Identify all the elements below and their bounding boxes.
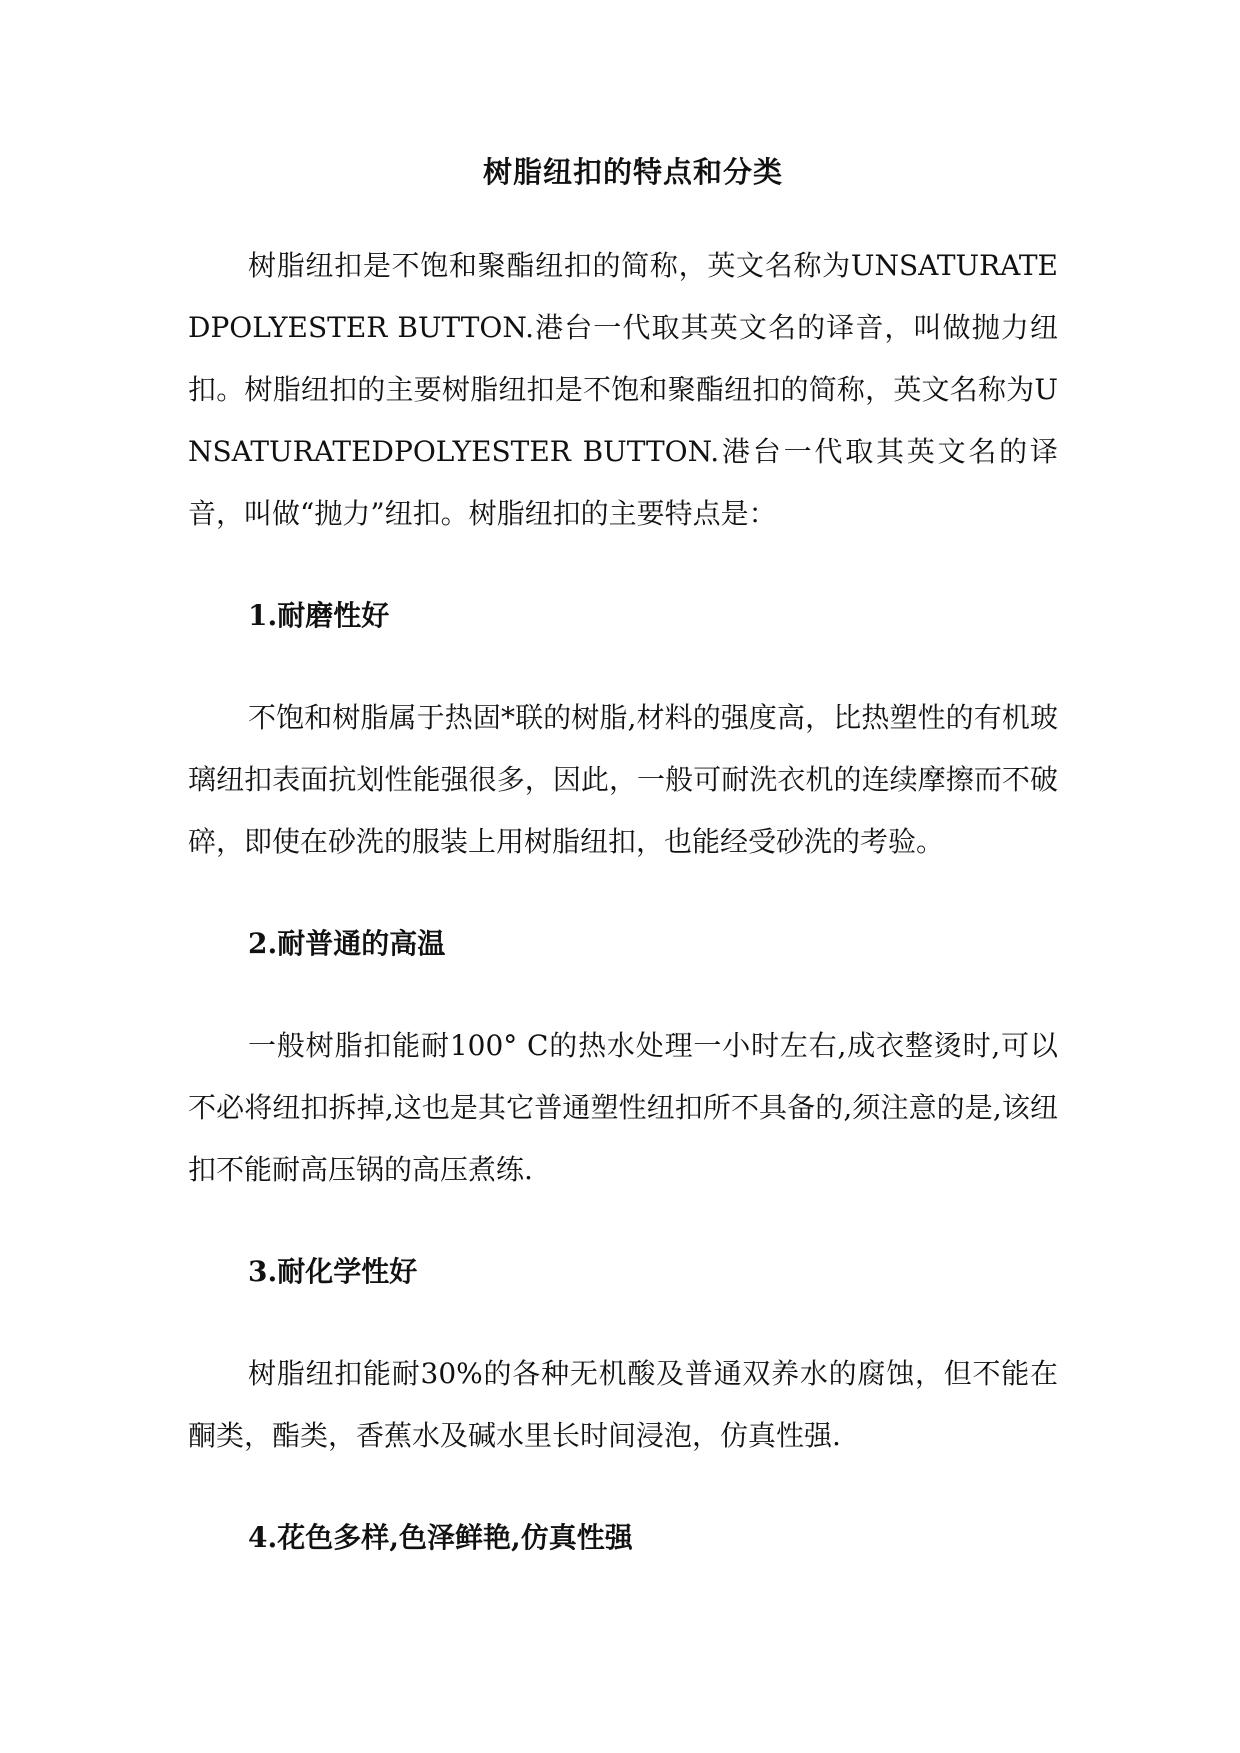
section-heading-1: 1.耐磨性好 xyxy=(248,599,390,632)
intro-paragraph: 树脂纽扣是不饱和聚酯纽扣的简称，英文名称为UNSATURATEDPOLYESTER BUTTON.港台一代取其英文名的译音，叫做抛力纽扣。树脂纽扣的主要树脂纽扣是不饱和聚酯纽扣的简称，英文名称为UNSATURATEDPOLYESTER BUTTON.港台一代取其英文名的译音，叫做“抛力”纽扣。树脂纽扣的主要特点是： xyxy=(188,249,1058,530)
section-body-1: 不饱和树脂属于热固*联的树脂,材料的强度高，比热塑性的有机玻璃纽扣表面抗划性能强很多，因此，一般可耐洗衣机的连续摩擦而不破碎，即使在砂洗的服装上用树脂纽扣，也能经受砂洗的考验。 xyxy=(188,701,1058,858)
document-page xyxy=(188,150,1058,1609)
section-body-2: 一般树脂扣能耐100° C的热水处理一小时左右,成衣整烫时,可以不必将纽扣拆掉,这也是其它普通塑性纽扣所不具备的,须注意的是,该纽扣不能耐高压锅的高压煮练. xyxy=(188,1029,1058,1186)
section-heading-3: 3.耐化学性好 xyxy=(248,1255,418,1288)
section-heading-2: 2.耐普通的高温 xyxy=(248,927,446,960)
section-body-3: 树脂纽扣能耐30%的各种无机酸及普通双养水的腐蚀，但不能在酮类，酯类，香蕉水及碱水里长时间浸泡，仿真性强. xyxy=(188,1357,1058,1452)
document-title: 树脂纽扣的特点和分类 xyxy=(482,155,783,189)
section-heading-4: 4.花色多样,色泽鲜艳,仿真性强 xyxy=(248,1521,633,1554)
